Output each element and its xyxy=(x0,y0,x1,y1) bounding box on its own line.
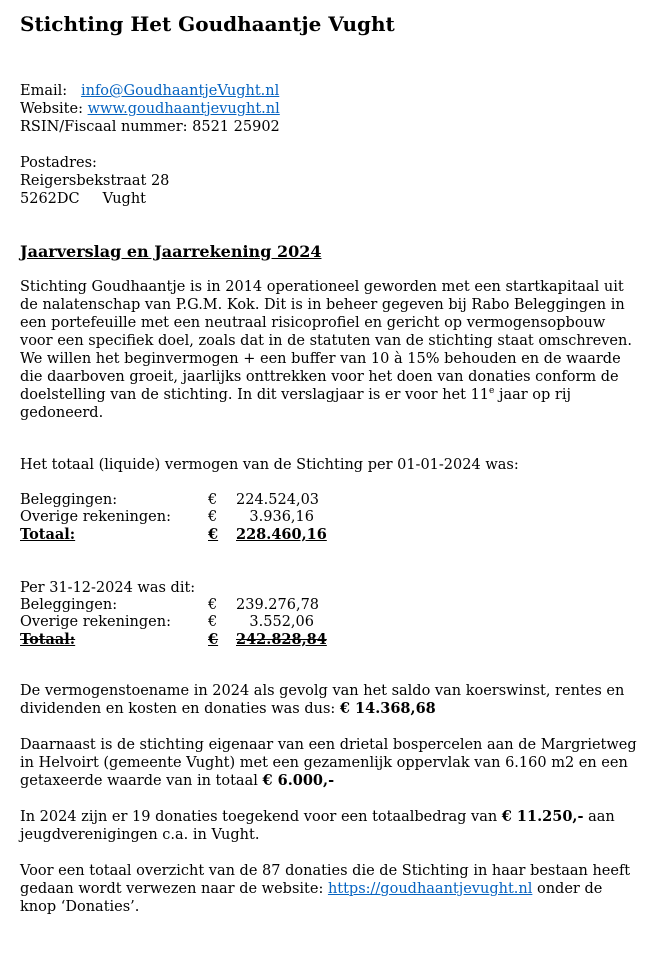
website-link[interactable]: www.goudhaantjevught.nl xyxy=(87,101,280,117)
rsin-line: RSIN/Fiscaal nummer: 8521 25902 xyxy=(20,119,280,135)
intro-2-end: jaar op rij gedoneerd. xyxy=(20,387,571,421)
row-currency: € xyxy=(208,597,218,613)
website-line xyxy=(20,100,640,118)
table-row xyxy=(20,492,640,509)
land-text: Daarnaast is de stichting eigenaar van een drietal bospercelen aan de Margrietweg in Helvoirt (gemeente Vught) met een gezamenlijk oppervlak van 6.160 m2 en een getaxeerde waarde van in totaal xyxy=(20,737,637,789)
total-amount: 228.460,16 xyxy=(236,526,327,543)
start-balance-table xyxy=(20,492,640,543)
row-label: Beleggingen: xyxy=(20,492,118,508)
overview-text: Voor een totaal overzicht van de 87 donaties die de Stichting in haar bestaan heeft gedaan wordt verwezen naar de website: xyxy=(20,863,631,897)
row-currency: € xyxy=(208,614,218,630)
land-paragraph xyxy=(20,736,640,790)
website-label: Website: xyxy=(20,101,83,117)
donations-text: In 2024 zijn er 19 donaties toegekend voor een totaalbedrag van xyxy=(20,809,498,825)
donations-text-end: aan jeugdverenigingen c.a. in Vught. xyxy=(20,809,615,843)
donations-amount: € 11.250,- xyxy=(501,808,584,825)
row-currency: € xyxy=(208,492,218,508)
land-amount: € 6.000,- xyxy=(262,772,335,789)
address-label: Postadres: xyxy=(20,155,97,171)
intro-paragraph-1: Stichting Goudhaantje is in 2014 operationeel geworden met een startkapitaal uit de nalatenschap van P.G.M. Kok. Dit is in beheer gegeven bij Rabo Beleggingen in een portefeuille met een neutraal risicoprofiel en gericht op vermogensopbouw voor een specifiek doel, zoals dat in de statuten van de stichting staat omschreven. xyxy=(20,279,632,349)
page-title: Stichting Het Goudhaantje Vught xyxy=(20,12,395,36)
row-label: Beleggingen: xyxy=(20,597,118,613)
address-city: Vught xyxy=(102,191,147,207)
increase-text: De vermogenstoename in 2024 als gevolg van het saldo van koerswinst, rentes en dividenden en kosten en donaties was dus: xyxy=(20,683,625,717)
total-label: Totaal: xyxy=(20,526,76,543)
email-link[interactable]: info@GoudhaantjeVught.nl xyxy=(80,83,280,99)
row-amount: 3.936,16 xyxy=(249,509,314,525)
intro-paragraph-2 xyxy=(20,350,640,422)
report-heading: Jaarverslag en Jaarrekening 2024 xyxy=(20,242,322,261)
row-amount: 224.524,03 xyxy=(236,492,320,508)
table-row xyxy=(20,509,640,526)
email-line xyxy=(20,82,640,100)
total-currency: € xyxy=(208,631,219,648)
table-row xyxy=(20,597,640,614)
document-page xyxy=(20,12,640,916)
overview-text-end: onder de knop ‘Donaties’. xyxy=(20,881,603,915)
total-label: Totaal: xyxy=(20,631,76,648)
row-amount: 3.552,06 xyxy=(249,614,314,630)
intro-2-sup: e xyxy=(489,386,495,397)
intro-2-text: We willen het beginvermogen + een buffer van 10 à 15% behouden en de waarde die daarboven groeit, jaarlijks onttrekken voor het doen van donaties conform de doelstelling van de stichting. In dit verslagjaar is er voor het 11 xyxy=(20,351,621,403)
address-city-line xyxy=(20,190,640,208)
address-postcode: 5262DC xyxy=(20,191,80,207)
start-balance-intro: Het totaal (liquide) vermogen van de Stichting per 01-01-2024 was: xyxy=(20,457,519,473)
table-row xyxy=(20,614,640,631)
increase-amount: € 14.368,68 xyxy=(339,700,436,717)
address-street: Reigersbekstraat 28 xyxy=(20,173,170,189)
row-label: Overige rekeningen: xyxy=(20,509,171,525)
total-currency: € xyxy=(208,526,219,543)
total-row xyxy=(20,631,640,648)
row-amount: 239.276,78 xyxy=(236,597,320,613)
donations-paragraph xyxy=(20,808,640,844)
increase-paragraph xyxy=(20,682,640,718)
overview-link[interactable]: https://goudhaantjevught.nl xyxy=(327,881,533,897)
total-row xyxy=(20,526,640,543)
email-label: Email: xyxy=(20,83,68,99)
row-label: Overige rekeningen: xyxy=(20,614,171,630)
end-balance-intro: Per 31-12-2024 was dit: xyxy=(20,580,196,596)
total-amount: 242.828,84 xyxy=(236,631,327,648)
end-balance-table xyxy=(20,597,640,648)
overview-paragraph xyxy=(20,862,640,916)
row-currency: € xyxy=(208,509,218,525)
